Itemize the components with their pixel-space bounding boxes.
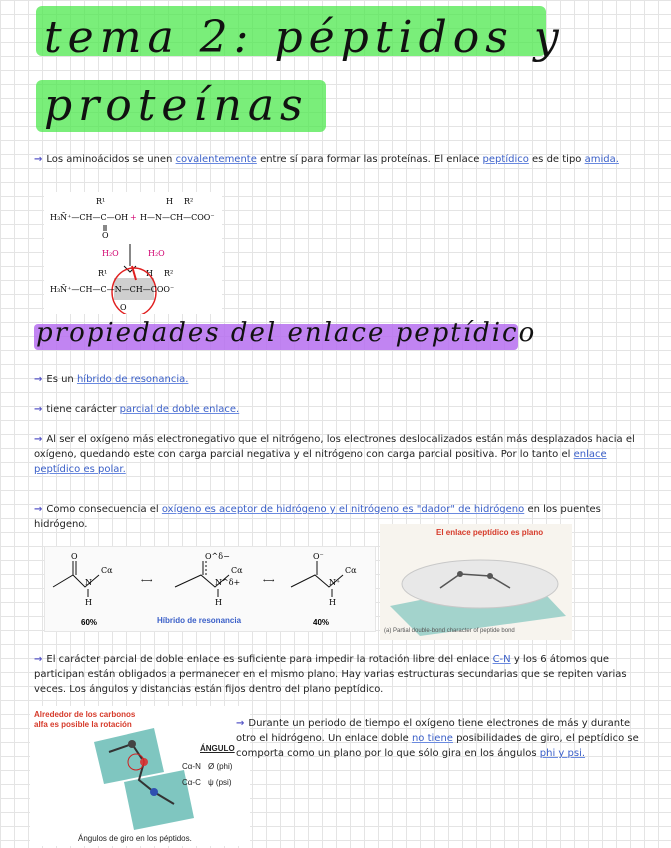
res-pct-left: 60% xyxy=(81,618,98,627)
plane-svg xyxy=(380,538,572,638)
h-label: H xyxy=(166,197,173,206)
row1-angle: Ø (phi) xyxy=(208,762,233,771)
arrow-icon: → xyxy=(34,374,43,385)
h-product: H xyxy=(146,269,153,278)
res-o-left: O xyxy=(71,552,78,561)
row2-angle: ψ (psi) xyxy=(208,778,232,787)
res-arrow-2: ⟷ xyxy=(263,576,275,585)
rotation-svg xyxy=(84,722,214,832)
bullet-3: → Al ser el oxígeno más electronegativo que el nitrógeno, los electrones deslocalizados están más desplazados hacia el oxígeno, quedando este con carga parcial negativa y el nitrógeno con carga parcial positiva. Por lo tanto el enlace peptídico es polar. xyxy=(34,434,635,475)
bullet-4: → Como consecuencia el oxígeno es aceptor de hidrógeno y el nitrógeno es "dador" de hidrógeno en los puentes hidrógeno. xyxy=(34,504,601,530)
plane-figure-caption: (a) Partial double-bond character of peptide bond xyxy=(384,628,515,634)
arrow-icon: → xyxy=(34,434,43,445)
res-ca-right: Cα xyxy=(345,566,357,575)
res-h-center: H xyxy=(215,598,222,607)
water-left: H₂O xyxy=(102,249,119,258)
title-line-2: proteínas xyxy=(44,80,309,131)
reactant-right: H—N—CH—COO⁻ xyxy=(140,213,215,222)
res-ca-center: Cα xyxy=(231,566,243,575)
plus-sign: + xyxy=(130,213,137,222)
r1-label: R¹ xyxy=(96,197,106,206)
r2-label: R² xyxy=(184,197,194,206)
water-right: H₂O xyxy=(148,249,165,258)
res-o-right: O⁻ xyxy=(313,552,324,561)
plane-figure xyxy=(380,524,572,640)
plane-figure-title: El enlace peptídico es plano xyxy=(436,528,544,537)
res-h-left: H xyxy=(85,598,92,607)
res-center-label: Híbrido de resonancia xyxy=(157,616,242,625)
paragraph-6: → Durante un periodo de tiempo el oxígeno tiene electrones de más y durante otro el hidrógeno. Un enlace doble no tiene posibilidades de giro, el peptídico se comporta como un plano por lo que sólo gira en los ángulos phi y psi. xyxy=(236,718,639,759)
peptide-reaction-figure xyxy=(44,192,222,314)
r2-product: R² xyxy=(164,269,174,278)
rotation-caption: Ángulos de giro en los péptidos. xyxy=(78,834,192,843)
bullet-2: → tiene carácter parcial de doble enlace. xyxy=(34,404,240,415)
paragraph-5: → El carácter parcial de doble enlace es suficiente para impedir la rotación libre del enlace C-N y los 6 átomos que participan están obligados a permanecer en el mismo plano. Hay varias estructuras secundarias que se repiten varias veces. Los ángulos y distancias están fijos dentro del plano peptídico. xyxy=(34,654,627,695)
bullet-1: → Es un híbrido de resonancia. xyxy=(34,374,189,385)
res-n-right: N⁺ xyxy=(329,578,341,587)
o-label-top: O xyxy=(102,231,109,240)
reaction-svg xyxy=(44,192,222,314)
product-chain: H₃N̄⁺—CH—C—N—CH—COO⁻ xyxy=(50,285,175,294)
res-ca-left: Cα xyxy=(101,566,113,575)
res-pct-right: 40% xyxy=(313,618,330,627)
rotation-figure xyxy=(30,706,250,846)
title-line-1: tema 2: péptidos y xyxy=(44,12,565,63)
rotation-title-2: alfa es posible la rotación xyxy=(34,720,132,729)
resonance-figure xyxy=(44,546,376,632)
intro-paragraph: → Los aminoácidos se unen covalentemente entre sí para formar las proteínas. El enlace peptídico es de tipo amida. xyxy=(34,154,619,165)
arrow-icon: → xyxy=(34,154,43,165)
rotation-title-1: Alrededor de los carbonos xyxy=(34,710,136,719)
res-n-center: N^δ+ xyxy=(215,578,241,587)
resonance-svg xyxy=(45,547,375,631)
electron-cloud xyxy=(402,560,558,608)
res-h-right: H xyxy=(329,598,336,607)
arrow-icon: → xyxy=(236,718,245,729)
row2-bond: Cα-C xyxy=(182,778,201,787)
o-label-bottom: O xyxy=(120,303,127,312)
arrow-icon: → xyxy=(34,504,43,515)
res-arrow-1: ⟷ xyxy=(141,576,153,585)
section-heading: propiedades del enlace peptídico xyxy=(36,318,537,348)
r1-product: R¹ xyxy=(98,269,108,278)
res-o-center: O^δ− xyxy=(205,552,230,561)
res-n-left: N xyxy=(85,578,92,587)
reactant-left: H₃N̄⁺—CH—C—OH xyxy=(50,213,129,222)
row1-bond: Cα-N xyxy=(182,762,201,771)
arrow-icon: → xyxy=(34,404,43,415)
arrow-icon: → xyxy=(34,654,43,665)
angle-header: ÁNGULO xyxy=(200,744,235,753)
